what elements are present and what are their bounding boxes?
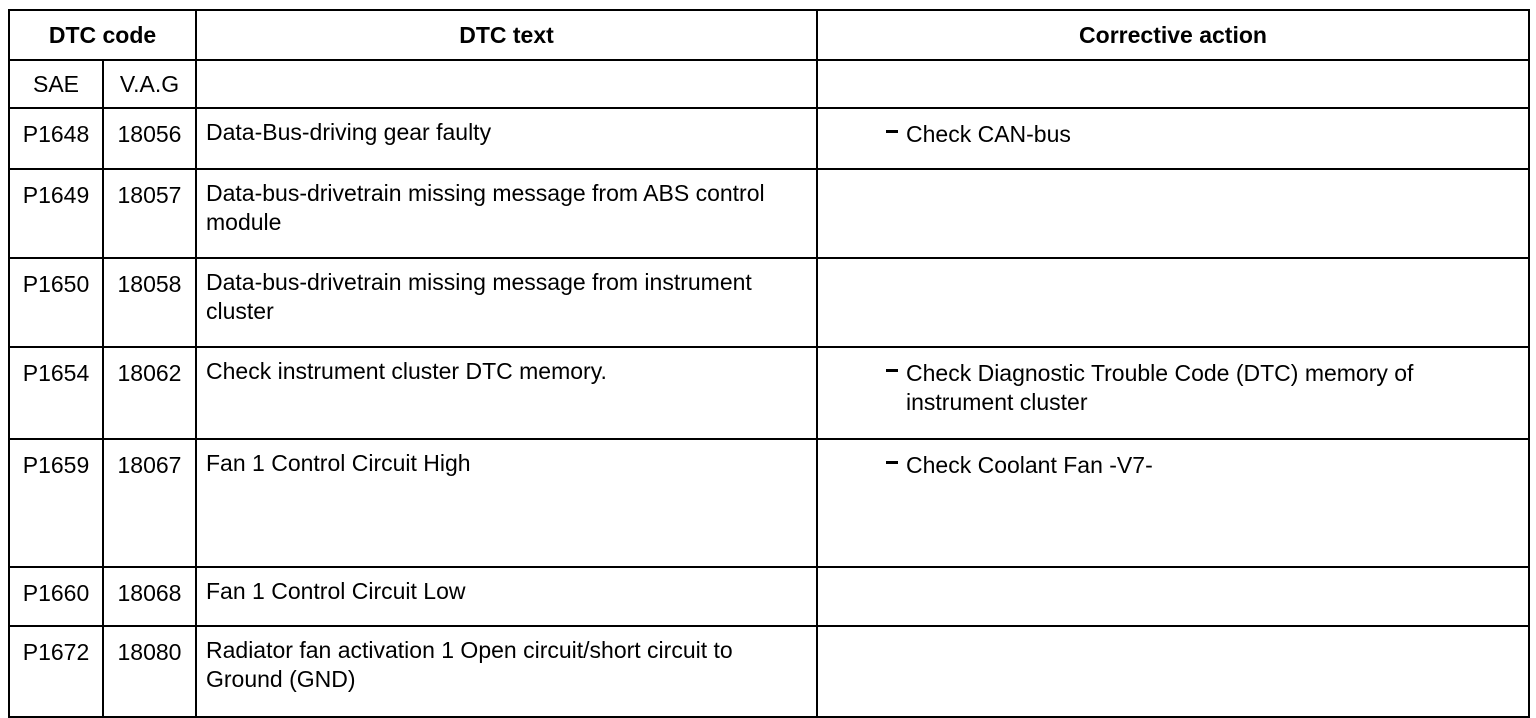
dtc-text: Radiator fan activation 1 Open circuit/short circuit to Ground (GND) xyxy=(196,626,817,717)
header-row xyxy=(9,10,1529,60)
vag-code: 18062 xyxy=(103,347,196,439)
table-row xyxy=(9,258,1529,347)
corrective-action xyxy=(817,626,1529,717)
sae-code: P1660 xyxy=(9,567,103,626)
corrective-action xyxy=(817,347,1529,439)
action-item xyxy=(886,120,1508,149)
dtc-text: Fan 1 Control Circuit Low xyxy=(196,567,817,626)
corrective-action xyxy=(817,439,1529,567)
dtc-text: Data-Bus-driving gear faulty xyxy=(196,108,817,169)
dash-bullet-icon xyxy=(886,130,898,133)
vag-code: 18067 xyxy=(103,439,196,567)
action-text: Check Coolant Fan -V7- xyxy=(906,452,1153,478)
dash-bullet-icon xyxy=(886,369,898,372)
empty-cell xyxy=(817,60,1529,108)
sae-code: P1672 xyxy=(9,626,103,717)
dtc-text: Data-bus-drivetrain missing message from ABS control module xyxy=(196,169,817,258)
action-text: Check Diagnostic Trouble Code (DTC) memory of instrument cluster xyxy=(906,360,1414,415)
vag-header: V.A.G xyxy=(103,60,196,108)
corrective-action xyxy=(817,108,1529,169)
action-text: Check CAN-bus xyxy=(906,121,1071,147)
dash-bullet-icon xyxy=(886,461,898,464)
empty-cell xyxy=(196,60,817,108)
corrective-action-header: Corrective action xyxy=(817,10,1529,60)
dtc-code-header: DTC code xyxy=(9,10,196,60)
table-row xyxy=(9,108,1529,169)
sae-code: P1649 xyxy=(9,169,103,258)
corrective-action xyxy=(817,258,1529,347)
corrective-action xyxy=(817,567,1529,626)
subheader-row xyxy=(9,60,1529,108)
dtc-table xyxy=(8,9,1530,718)
table-row xyxy=(9,626,1529,717)
dtc-text: Data-bus-drivetrain missing message from instrument cluster xyxy=(196,258,817,347)
dtc-text-header: DTC text xyxy=(196,10,817,60)
sae-header: SAE xyxy=(9,60,103,108)
vag-code: 18057 xyxy=(103,169,196,258)
table-row xyxy=(9,567,1529,626)
table-row xyxy=(9,347,1529,439)
sae-code: P1654 xyxy=(9,347,103,439)
vag-code: 18080 xyxy=(103,626,196,717)
vag-code: 18058 xyxy=(103,258,196,347)
sae-code: P1650 xyxy=(9,258,103,347)
table-row xyxy=(9,439,1529,567)
dtc-text: Check instrument cluster DTC memory. xyxy=(196,347,817,439)
vag-code: 18068 xyxy=(103,567,196,626)
vag-code: 18056 xyxy=(103,108,196,169)
action-item xyxy=(886,359,1508,417)
sae-code: P1659 xyxy=(9,439,103,567)
corrective-action xyxy=(817,169,1529,258)
sae-code: P1648 xyxy=(9,108,103,169)
dtc-text: Fan 1 Control Circuit High xyxy=(196,439,817,567)
table-row xyxy=(9,169,1529,258)
action-item xyxy=(886,451,1508,480)
